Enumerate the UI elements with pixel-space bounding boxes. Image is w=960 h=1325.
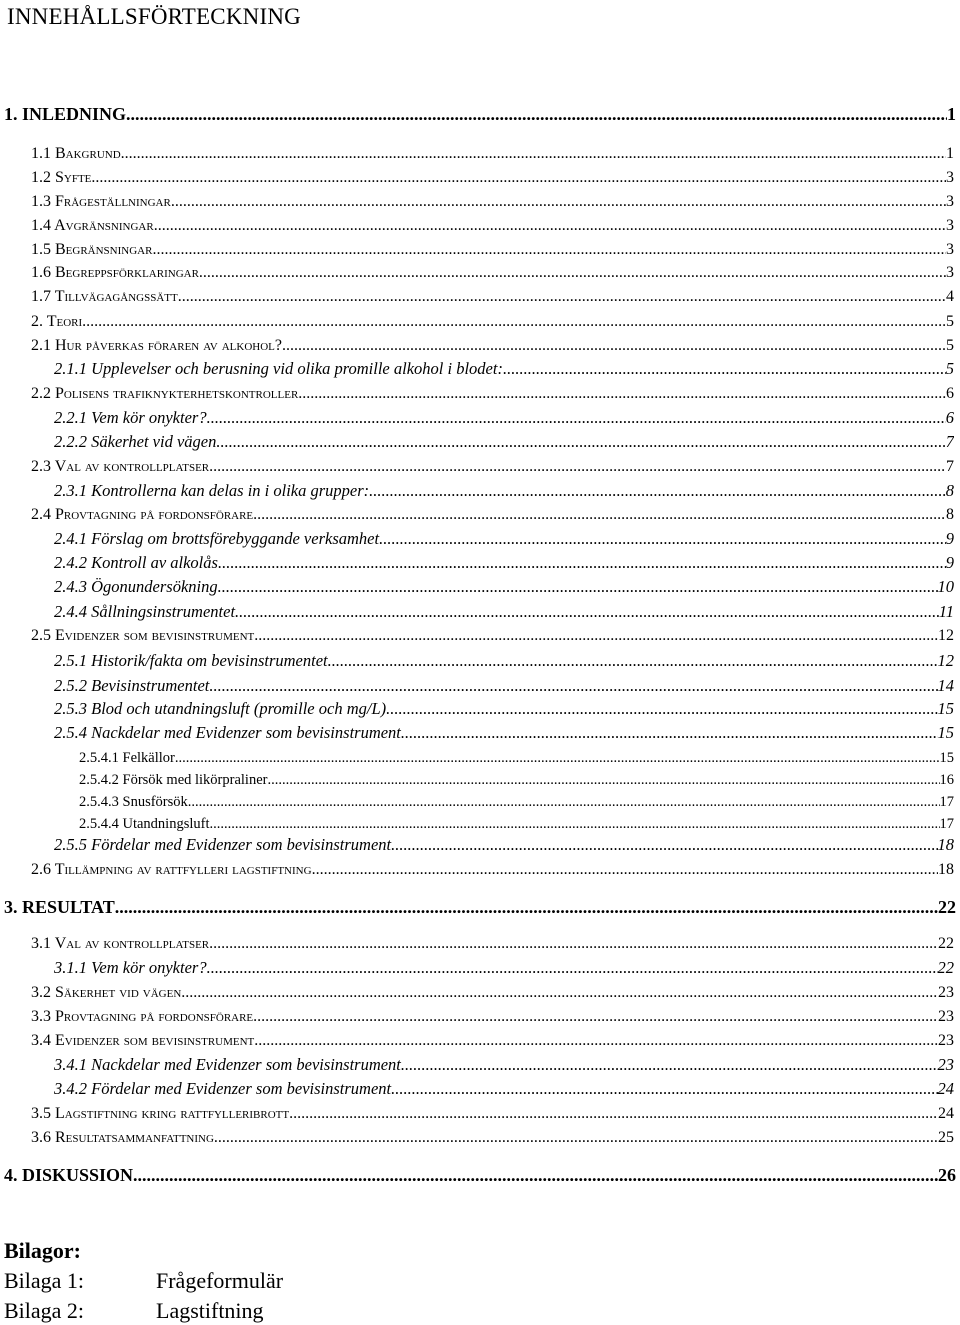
dot-leader [210, 816, 940, 833]
toc-entry-page: 6 [945, 409, 954, 427]
toc-entry-title: 2.6 Tillämpning av rattfylleri lagstiftning [31, 861, 312, 878]
dot-leader [115, 897, 938, 918]
toc-entry-page: 14 [937, 677, 954, 695]
toc-entry-page: 9 [945, 530, 954, 548]
toc-entry-page: 15 [937, 700, 954, 718]
toc-entry-title: 3.4.1 Nackdelar med Evidenzer som bevisinstrument [54, 1056, 401, 1074]
appendix-label: Bilaga 2: [4, 1298, 85, 1323]
appendix-title: Lagstiftning [156, 1298, 264, 1323]
toc-entry-page: 15 [937, 724, 954, 742]
toc-entry[interactable] [4, 897, 956, 918]
toc-entry-title: 2.3 Val av kontrollplatser [31, 458, 210, 475]
toc-entry[interactable] [54, 836, 954, 855]
dot-leader [267, 772, 939, 789]
dot-leader [91, 169, 946, 187]
toc-entry-page: 16 [939, 772, 954, 788]
toc-entry-page: 17 [939, 794, 954, 810]
toc-entry-title: 2.5.4.4 Utandningsluft [79, 816, 210, 832]
toc-entry-page: 18 [938, 861, 954, 878]
dot-leader [312, 861, 938, 879]
toc-entry-page: 5 [946, 337, 954, 354]
toc-entry-title: 2.5.5 Fördelar med Evidenzer som bevisinstrument [54, 836, 392, 854]
toc-entry-title: 2.2 Polisens trafiknykterhetskontroller [31, 385, 299, 402]
toc-entry[interactable] [31, 241, 954, 259]
toc-entry-title: 3.2 Säkerhet vid vägen [31, 984, 182, 1001]
toc-entry[interactable] [31, 1032, 954, 1050]
toc-entry[interactable] [54, 1056, 954, 1075]
toc-entry[interactable] [79, 794, 954, 811]
toc-entry-title: 1.1 Bakgrund [31, 145, 121, 162]
toc-entry-page: 5 [945, 360, 954, 378]
toc-entry-page: 1 [946, 145, 954, 162]
toc-entry-title: 2.5.1 Historik/fakta om bevisinstrumentet [54, 652, 328, 670]
toc-entry-title: 1.3 Frågeställningar [31, 193, 171, 210]
toc-entry-page: 26 [938, 1165, 956, 1185]
toc-entry-title: 3.3 Provtagning på fordonsförare [31, 1008, 254, 1025]
dot-leader [401, 1056, 938, 1075]
dot-leader [254, 627, 938, 645]
dot-leader [401, 724, 938, 743]
toc-entry[interactable] [31, 458, 954, 476]
dot-leader [254, 1032, 938, 1050]
toc-entry-page: 7 [946, 458, 954, 475]
toc-entry[interactable] [31, 506, 954, 524]
dot-leader [391, 836, 937, 855]
toc-entry-page: 12 [938, 627, 954, 644]
appendix-heading: Bilagor: [4, 1238, 81, 1263]
toc-entry[interactable] [31, 935, 954, 953]
dot-leader [133, 1165, 938, 1186]
toc-entry-page: 22 [937, 959, 954, 977]
toc-entry[interactable] [54, 1080, 954, 1099]
toc-entry-page: 10 [937, 578, 954, 596]
dot-leader [369, 482, 946, 501]
toc-entry-title: 2.1 Hur påverkas föraren av alkohol? [31, 337, 282, 354]
toc-entry-page: 3 [946, 193, 954, 210]
toc-entry[interactable] [54, 530, 954, 549]
dot-leader [121, 145, 946, 163]
toc-entry-title: 1.5 Begränsningar [31, 241, 153, 258]
toc-entry-title: 3.1.1 Vem kör onykter? [54, 959, 207, 977]
toc-entry[interactable] [79, 816, 954, 833]
dot-leader [235, 603, 939, 622]
dot-leader [207, 409, 946, 428]
toc-entry[interactable] [31, 337, 954, 355]
toc-entry-title: 1. INLEDNING [4, 104, 127, 124]
appendix-item [4, 1268, 283, 1294]
toc-entry-page: 1 [947, 104, 956, 124]
dot-leader [218, 554, 946, 573]
appendix-item [4, 1298, 264, 1324]
toc-entry-page: 23 [937, 1056, 954, 1074]
toc-entry-page: 6 [946, 385, 954, 402]
toc-entry[interactable] [54, 482, 954, 501]
toc-entry-title: 3.6 Resultatsammanfattning [31, 1129, 214, 1146]
toc-entry-title: 1.7 Tillvägagångssätt [31, 288, 178, 305]
dot-leader [178, 288, 946, 306]
dot-leader [282, 337, 946, 355]
toc-entry[interactable] [54, 433, 954, 452]
toc-entry[interactable] [79, 750, 954, 767]
dot-leader [386, 700, 937, 719]
toc-entry[interactable] [54, 652, 954, 671]
dot-leader [209, 677, 937, 696]
page-title: INNEHÅLLSFÖRTECKNING [7, 4, 301, 29]
toc-entry-page: 24 [937, 1080, 954, 1098]
toc-entry-page: 8 [945, 482, 954, 500]
dot-leader [253, 506, 946, 524]
toc-entry-title: 2.5.2 Bevisinstrumentet [54, 677, 210, 695]
appendix-title: Frågeformulär [156, 1268, 284, 1293]
toc-entry-title: 2.4.4 Sållningsinstrumentet [54, 603, 236, 621]
toc-entry-page: 25 [938, 1129, 954, 1146]
toc-entry[interactable] [54, 409, 954, 428]
toc-entry[interactable] [54, 554, 954, 573]
toc-entry[interactable] [31, 1129, 954, 1147]
toc-entry[interactable] [4, 1165, 956, 1186]
toc-entry[interactable] [54, 724, 954, 743]
dot-leader [181, 984, 938, 1002]
dot-leader [209, 935, 938, 953]
toc-entry-title: 4. DISKUSSION [4, 1165, 134, 1185]
dot-leader [82, 313, 946, 331]
toc-entry[interactable] [54, 360, 954, 379]
toc-entry-title: 2. Teori [31, 313, 83, 330]
toc-entry-title: 2.4.3 Ögonundersökning [54, 578, 218, 596]
toc-entry-page: 8 [946, 506, 954, 523]
toc-entry[interactable] [31, 264, 954, 282]
toc-entry-page: 24 [938, 1105, 954, 1122]
toc-entry[interactable] [31, 861, 954, 879]
toc-entry-title: 2.4.1 Förslag om brottsförebyggande verksamhet [54, 530, 380, 548]
toc-entry-page: 12 [937, 652, 954, 670]
dot-leader [328, 652, 938, 671]
dot-leader [391, 1080, 937, 1099]
dot-leader [503, 360, 946, 379]
toc-entry[interactable] [31, 984, 954, 1002]
dot-leader [298, 385, 946, 403]
dot-leader [218, 578, 938, 597]
toc-entry[interactable] [54, 578, 954, 597]
toc-entry-page: 23 [938, 1008, 954, 1025]
dot-leader [171, 193, 946, 211]
toc-entry-page: 3 [946, 241, 954, 258]
toc-entry-title: 2.1.1 Upplevelser och berusning vid olika promille alkohol i blodet: [54, 360, 503, 378]
toc-entry[interactable] [31, 627, 954, 645]
appendix-label: Bilaga 1: [4, 1268, 85, 1293]
toc-entry-page: 3 [946, 264, 954, 281]
toc-entry-title: 3. RESULTAT [4, 897, 115, 917]
dot-leader [152, 241, 946, 259]
toc-entry[interactable] [54, 700, 954, 719]
toc-entry[interactable] [31, 288, 954, 306]
toc-entry-title: 2.5.3 Blod och utandningsluft (promille och mg/L) [54, 700, 387, 718]
toc-entry[interactable] [54, 959, 954, 978]
toc-entry-page: 4 [946, 288, 954, 305]
toc-entry[interactable] [31, 145, 954, 163]
toc-entry-title: 2.5.4.2 Försök med likörpraliner [79, 772, 268, 788]
toc-entry-page: 18 [937, 836, 954, 854]
toc-entry-page: 5 [946, 313, 954, 330]
toc-entry[interactable] [79, 772, 954, 789]
dot-leader [207, 959, 938, 978]
toc-entry[interactable] [4, 104, 956, 125]
toc-entry-title: 2.4 Provtagning på fordonsförare [31, 506, 254, 523]
dot-leader [199, 264, 946, 282]
toc-entry-page: 17 [939, 816, 954, 832]
dot-leader [175, 750, 940, 767]
toc-entry-title: 2.2.1 Vem kör onykter? [54, 409, 207, 427]
toc-entry-page: 7 [945, 433, 954, 451]
toc-entry[interactable] [31, 1008, 954, 1026]
toc-entry-title: 2.5.4.3 Snusförsök [79, 794, 188, 810]
toc-entry-title: 2.5.4.1 Felkällor [79, 750, 175, 766]
toc-entry-page: 23 [938, 984, 954, 1001]
toc-entry-title: 3.5 Lagstiftning kring rattfylleribrott [31, 1105, 290, 1122]
dot-leader [214, 1129, 938, 1147]
toc-entry-title: 3.4.2 Fördelar med Evidenzer som bevisinstrument [54, 1080, 392, 1098]
dot-leader [379, 530, 946, 549]
toc-entry-title: 2.5 Evidenzer som bevisinstrument [31, 627, 255, 644]
toc-entry-title: 2.3.1 Kontrollerna kan delas in i olika grupper: [54, 482, 370, 500]
dot-leader [154, 217, 946, 235]
dot-leader [289, 1105, 938, 1123]
dot-leader [126, 104, 947, 125]
toc-entry-page: 3 [946, 217, 954, 234]
toc-entry[interactable] [54, 677, 954, 696]
toc-entry-page: 22 [938, 897, 956, 917]
toc-entry-title: 2.5.4 Nackdelar med Evidenzer som bevisinstrument [54, 724, 401, 742]
toc-entry-title: 3.1 Val av kontrollplatser [31, 935, 210, 952]
toc-entry-page: 15 [939, 750, 954, 766]
toc-entry[interactable] [31, 193, 954, 211]
toc-entry[interactable] [31, 1105, 954, 1123]
toc-entry-title: 1.4 Avgränsningar [31, 217, 154, 234]
toc-entry[interactable] [31, 169, 954, 187]
toc-entry-page: 9 [945, 554, 954, 572]
dot-leader [188, 794, 940, 811]
toc-entry-page: 23 [938, 1032, 954, 1049]
toc-entry[interactable] [31, 313, 954, 331]
dot-leader [216, 433, 945, 452]
dot-leader [209, 458, 946, 476]
toc-entry-title: 3.4 Evidenzer som bevisinstrument [31, 1032, 255, 1049]
toc-entry-title: 2.4.2 Kontroll av alkolås [54, 554, 218, 572]
toc-entry-title: 1.6 Begreppsförklaringar [31, 264, 199, 281]
toc-entry-page: 3 [946, 169, 954, 186]
toc-entry[interactable] [31, 217, 954, 235]
toc-entry-title: 1.2 Syfte [31, 169, 92, 186]
toc-entry-title: 2.2.2 Säkerhet vid vägen [54, 433, 217, 451]
toc-entry[interactable] [54, 603, 954, 622]
toc-entry-page: 22 [938, 935, 954, 952]
toc-entry[interactable] [31, 385, 954, 403]
dot-leader [253, 1008, 938, 1026]
toc-entry-page: 11 [938, 603, 954, 621]
